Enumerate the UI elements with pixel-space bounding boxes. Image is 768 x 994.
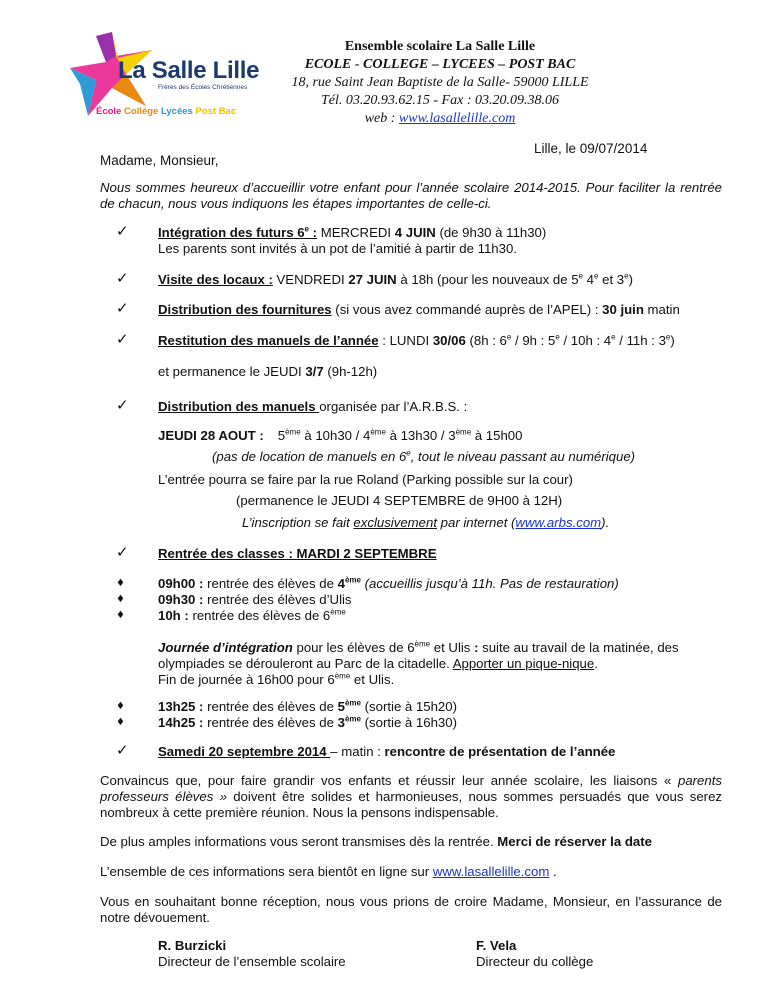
- step-title: Distribution des manuels: [158, 399, 320, 414]
- web-label: web :: [364, 111, 399, 126]
- step-distribution-schedule: JEUDI 28 AOUT : 5ème à 10h30 / 4ème à 13h30 / 3ème à 15h00: [158, 427, 523, 443]
- check-icon: ✓: [116, 330, 129, 348]
- rentree-item-0900: 09h00 : rentrée des élèves de 4ème (accueillis jusqu’à 11h. Pas de restauration): [158, 575, 619, 591]
- intro-paragraph: Nous sommes heureux d’accueillir votre enfant pour l’année scolaire 2014-2015. Pour faciliter la rentrée de chacun, nous vous indiquons les étapes importantes de celle-ci.: [100, 180, 722, 212]
- closing-paragraph-4: Vous en souhaitant bonne réception, nous vous prions de croire Madame, Monsieur, en l’assurance de notre dévouement.: [100, 894, 722, 926]
- letterhead: [260, 38, 620, 128]
- rentree-item-1325: 13h25 : rentrée des élèves de 5ème (sortie à 15h20): [158, 698, 457, 714]
- closing-paragraph-2: De plus amples informations vous seront transmises dès la rentrée. Merci de réserver la date: [100, 834, 652, 849]
- rentree-item-1000: 10h : rentrée des élèves de 6ème: [158, 607, 346, 623]
- step-rencontre: Samedi 20 septembre 2014 – matin : rencontre de présentation de l’année: [158, 744, 616, 759]
- closing-paragraph-3: L’ensemble de ces informations sera bientôt en ligne sur www.lasallelille.com .: [100, 864, 557, 879]
- step-integration-detail: Les parents sont invités à un pot de l’amitié à partir de 11h30.: [158, 241, 517, 256]
- step-restitution: Restitution des manuels de l’année : LUNDI 30/06 (8h : 6e / 9h : 5e / 10h : 4e / 11h : 3e): [158, 332, 675, 348]
- logo-level-college: Collège: [124, 106, 159, 117]
- phone-fax: Tél. 03.20.93.62.15 - Fax : 03.20.09.38.06: [321, 93, 559, 108]
- website-link-footer[interactable]: www.lasallelille.com: [432, 864, 550, 879]
- logo-level-ecole: École: [96, 106, 122, 117]
- address: 18, rue Saint Jean Baptiste de la Salle- 59000 LILLE: [291, 75, 589, 90]
- check-icon: ✓: [116, 222, 129, 240]
- check-icon: ✓: [116, 741, 129, 759]
- signature-title: Directeur de l’ensemble scolaire: [158, 954, 346, 970]
- step-distribution-permanence: (permanence le JEUDI 4 SEPTEMBRE de 9H00 à 12H): [236, 493, 563, 508]
- rentree-item-0930: 09h30 : rentrée des élèves d’Ulis: [158, 592, 352, 607]
- signature-name: R. Burzicki: [158, 938, 227, 953]
- step-distribution-note: (pas de location de manuels en 6e, tout le niveau passant au numérique): [212, 448, 636, 464]
- website-link[interactable]: www.lasallelille.com: [398, 111, 516, 126]
- step-title: Distribution des fournitures: [158, 302, 332, 317]
- logo-name: La Salle Lille: [118, 57, 260, 84]
- step-distribution-entry: L’entrée pourra se faire par la rue Roland (Parking possible sur la cour): [158, 472, 573, 487]
- date-line: Lille, le 09/07/2014: [534, 141, 648, 156]
- signature-director: [158, 938, 346, 970]
- diamond-bullet-icon: ♦: [116, 594, 125, 605]
- diamond-bullet-icon: ♦: [116, 701, 125, 712]
- step-fournitures: Distribution des fournitures (si vous avez commandé auprès de l’APEL) : 30 juin matin: [158, 302, 680, 317]
- step-restitution-permanence: et permanence le JEUDI 3/7 (9h-12h): [158, 364, 378, 379]
- step-distribution-manuels: Distribution des manuels organisée par l’A.R.B.S. :: [158, 399, 468, 414]
- signature-name: F. Vela: [476, 938, 517, 953]
- signature-title: Directeur du collège: [476, 954, 594, 970]
- step-title: Restitution des manuels de l’année: [158, 333, 379, 348]
- check-icon: ✓: [116, 269, 129, 287]
- web-line: [260, 110, 620, 128]
- institution-name: Ensemble scolaire La Salle Lille: [344, 39, 536, 54]
- logo-tagline: Frères des Écoles Chrétiennes: [158, 84, 248, 91]
- signature-college: [476, 938, 593, 970]
- arbs-link[interactable]: www.arbs.com: [515, 515, 602, 530]
- school-logo: [66, 28, 266, 124]
- logo-levels: [96, 106, 236, 118]
- check-icon: ✓: [116, 396, 129, 414]
- step-visite: Visite des locaux : VENDREDI 27 JUIN à 18h (pour les nouveaux de 5e 4e et 3e): [158, 271, 633, 287]
- check-icon: ✓: [116, 299, 129, 317]
- step-title: Samedi 20 septembre 2014: [158, 744, 331, 759]
- diamond-bullet-icon: ♦: [116, 610, 125, 621]
- salutation: Madame, Monsieur,: [100, 153, 219, 168]
- closing-paragraph-1: Convaincus que, pour faire grandir vos enfants et réussir leur année scolaire, les liaisons « parents professeurs élèves » doivent être solides et harmonieuses, nous sommes persuadés que vous serez nombreux à cette première réunion. Nous la pensons indispensable.: [100, 773, 722, 821]
- step-integration: Intégration des futurs 6e : MERCREDI 4 JUIN (de 9h30 à 11h30): [158, 224, 547, 240]
- check-icon: ✓: [116, 543, 129, 561]
- diamond-bullet-icon: ♦: [116, 717, 125, 728]
- logo-level-postbac: Post Bac: [195, 106, 237, 117]
- journee-integration: Journée d’intégration pour les élèves de 6ème et Ulis : suite au travail de la matinée, des olympiades se dérouleront au Parc de la citadelle. Apporter un pique-nique. Fin de journée à 16h00 pour 6ème et Ulis.: [158, 639, 679, 688]
- step-title: Visite des locaux :: [158, 272, 273, 287]
- step-distribution-inscription: L’inscription se fait exclusivement par internet (www.arbs.com).: [242, 515, 610, 530]
- diamond-bullet-icon: ♦: [116, 578, 125, 589]
- step-rentree-title: Rentrée des classes : MARDI 2 SEPTEMBRE: [158, 546, 437, 561]
- step-title: Intégration des futurs 6e :: [158, 224, 318, 240]
- rentree-item-1425: 14h25 : rentrée des élèves de 3ème (sortie à 16h30): [158, 714, 457, 730]
- levels-line: ECOLE - COLLEGE – LYCEES – POST BAC: [304, 57, 576, 72]
- logo-level-lycees: Lycées: [160, 106, 193, 117]
